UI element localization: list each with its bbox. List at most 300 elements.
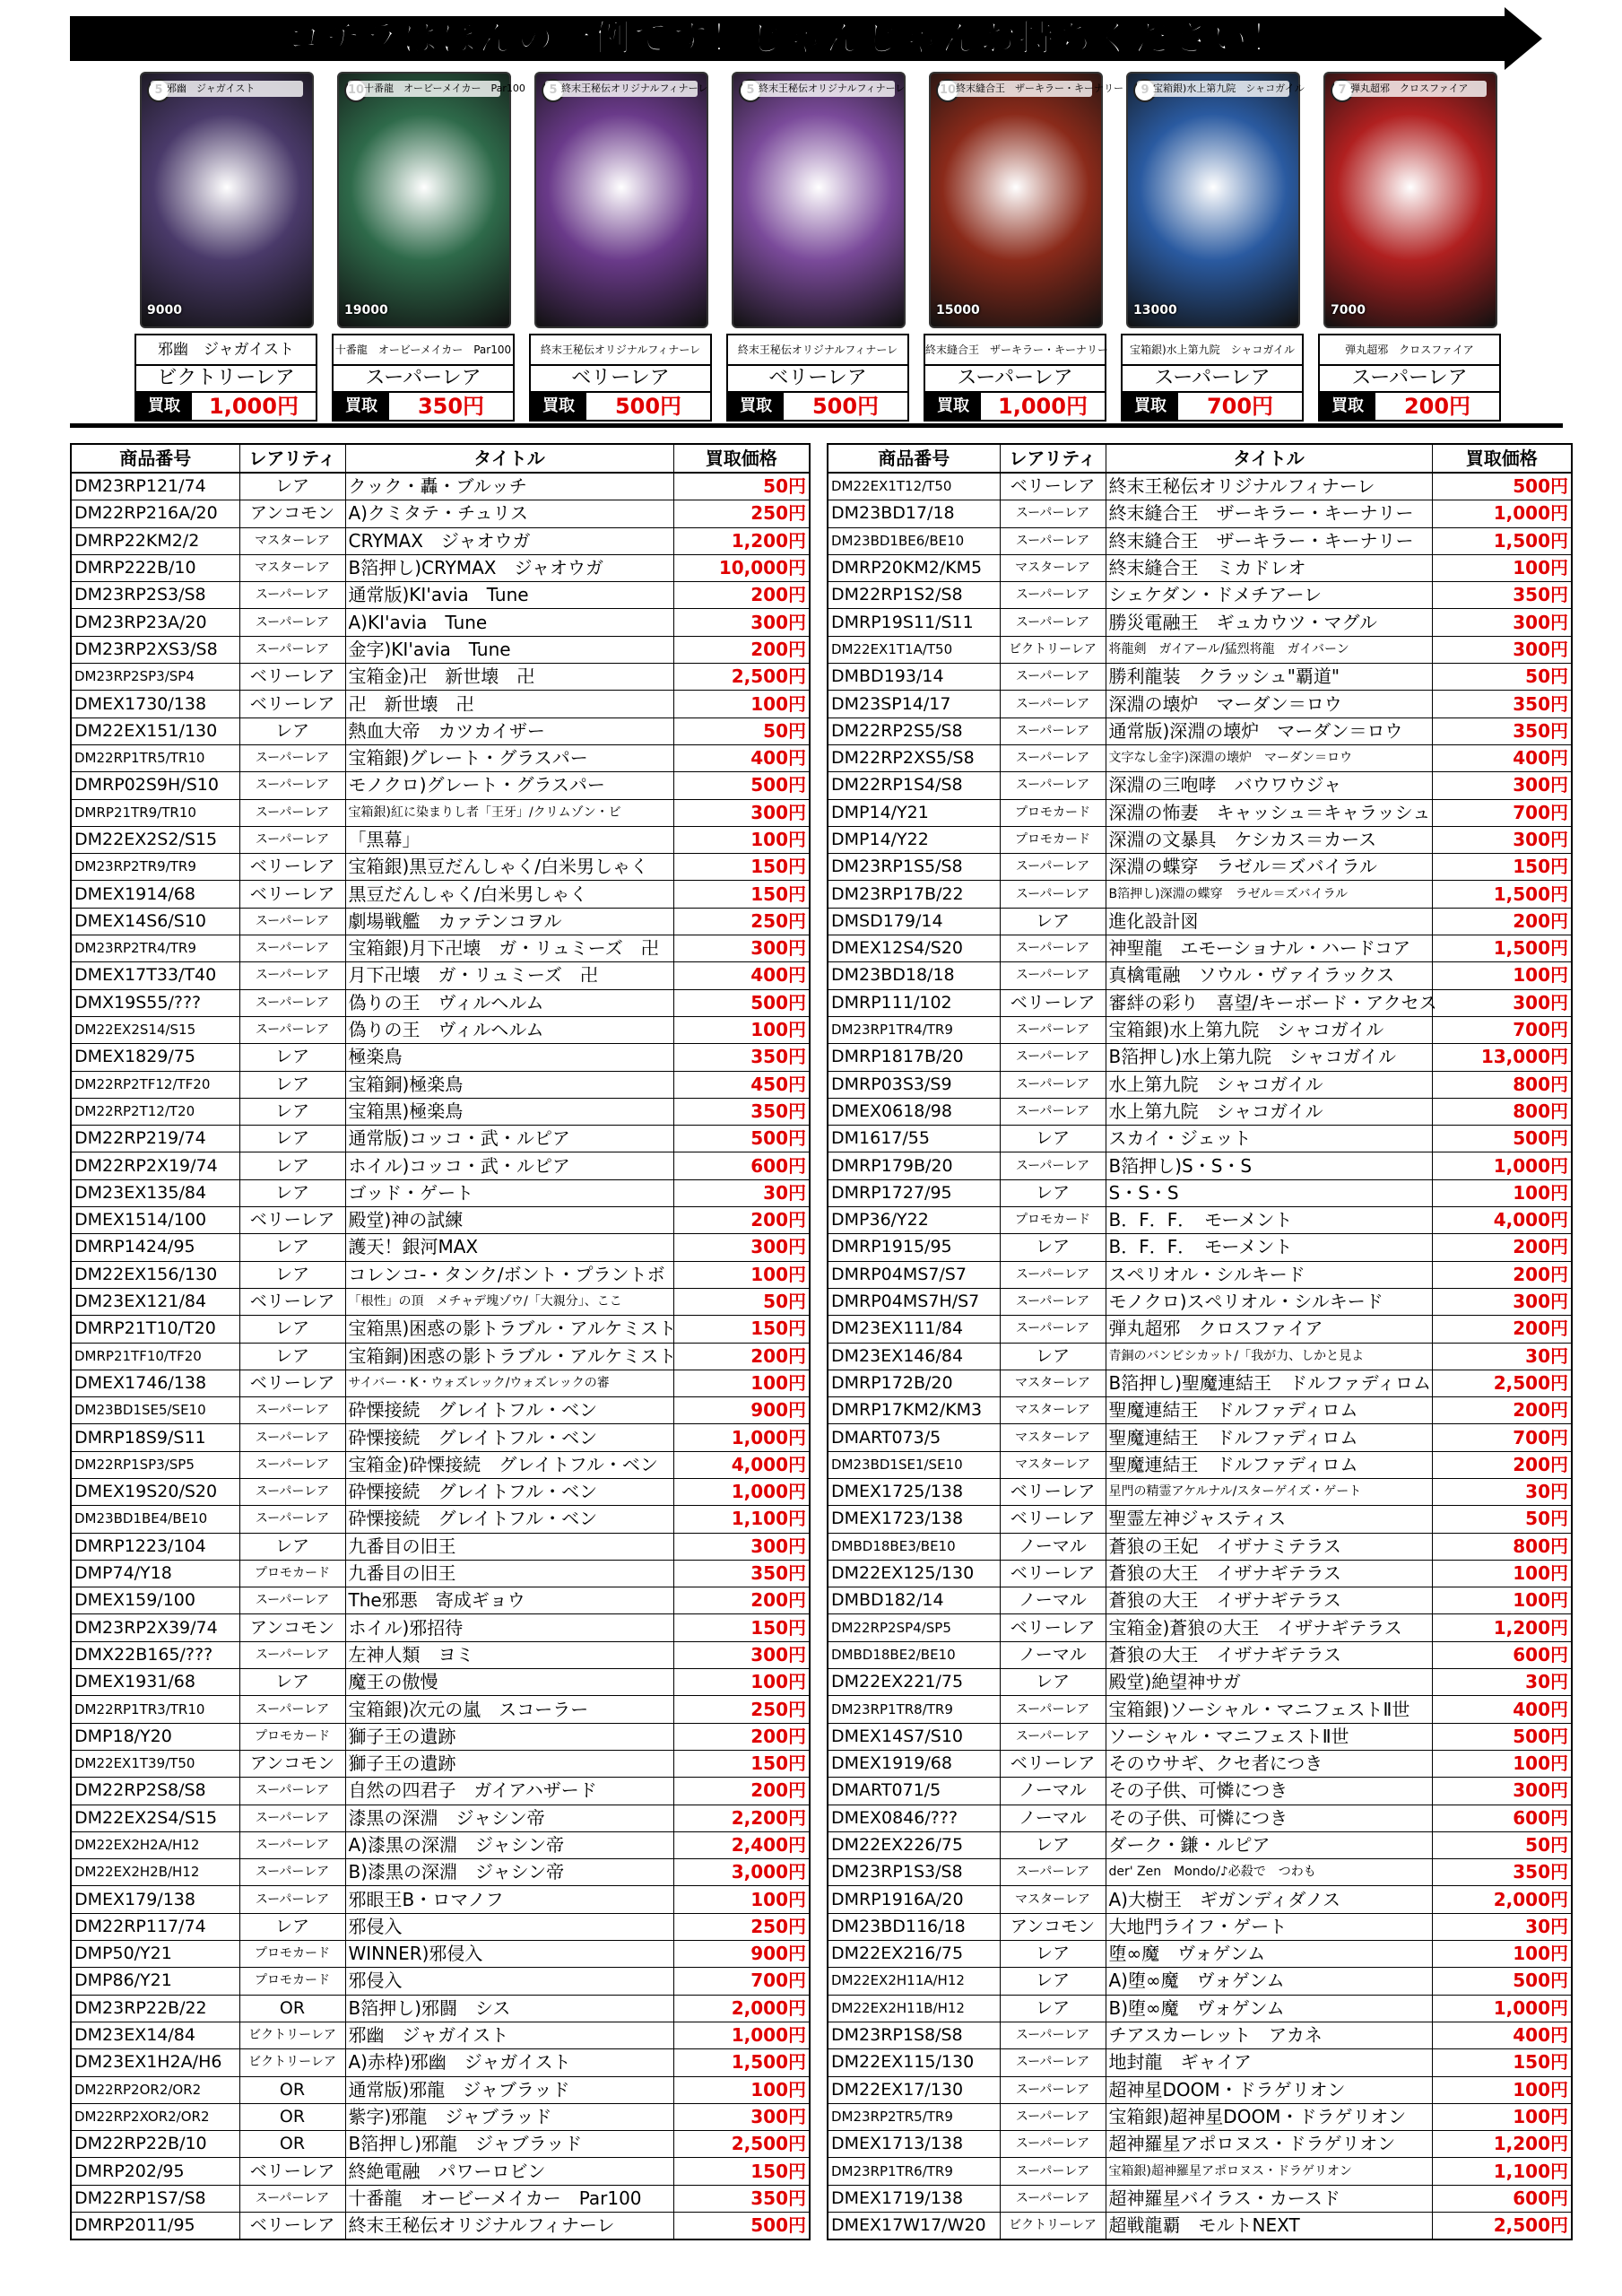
card-title: B．F．F． モーメント bbox=[1106, 1234, 1432, 1261]
buy-price: 100円 bbox=[673, 1669, 810, 1696]
card-rarity: スーパーレア bbox=[1000, 1098, 1106, 1125]
card-rarity: スーパーレア bbox=[1000, 691, 1106, 718]
card-rarity: ノーマル bbox=[1000, 1778, 1106, 1805]
buy-price: 500円 bbox=[1432, 473, 1572, 500]
table-row bbox=[71, 1397, 810, 1424]
card-title: 深淵の壊炉 マーダン＝ロウ bbox=[1106, 691, 1432, 718]
card-rarity: レア bbox=[1000, 1831, 1106, 1858]
buy-price: 50円 bbox=[1432, 1831, 1572, 1858]
card-code: DM22EX2H2B/H12 bbox=[71, 1859, 239, 1886]
card-rarity: スーパーレア bbox=[1000, 500, 1106, 527]
card-code: DM23BD17/18 bbox=[828, 500, 1000, 527]
card-title: 通常版)邪龍 ジャブラッド bbox=[345, 2076, 673, 2103]
card-rarity: スーパーレア bbox=[1000, 744, 1106, 771]
card-rarity: レア bbox=[239, 1343, 345, 1370]
card-name-bar: 邪幽 ジャガイスト bbox=[151, 81, 303, 97]
card-code: DMEX1723/138 bbox=[828, 1506, 1000, 1533]
table-row bbox=[71, 1152, 810, 1179]
card-code: DM23BD1BE6/BE10 bbox=[828, 527, 1000, 554]
card-rarity: OR bbox=[239, 2131, 345, 2158]
card-code: DMRP1424/95 bbox=[71, 1234, 239, 1261]
card-rarity: スーパーレア bbox=[1000, 527, 1106, 554]
table-row bbox=[71, 799, 810, 826]
card-title: 魔王の傲慢 bbox=[345, 1669, 673, 1696]
table-row bbox=[828, 908, 1572, 935]
card-code: DMP14/Y22 bbox=[828, 826, 1000, 853]
card-rarity: ビクトリーレア bbox=[239, 2022, 345, 2048]
card-rarity: ビクトリーレア bbox=[1000, 636, 1106, 663]
table-row bbox=[828, 500, 1572, 527]
buy-price: 100円 bbox=[673, 1886, 810, 1913]
card-title: 蒼狼の大王 イザナギテラス bbox=[1106, 1560, 1432, 1587]
card-code: DMART073/5 bbox=[828, 1424, 1000, 1451]
buy-price: 600円 bbox=[1432, 1805, 1572, 1831]
table-row bbox=[71, 1778, 810, 1805]
card-rarity: スーパーレア bbox=[1000, 1261, 1106, 1288]
card-code: DM23EX146/84 bbox=[828, 1343, 1000, 1370]
card-title: ホイル)邪招待 bbox=[345, 1614, 673, 1641]
card-code: DMSD179/14 bbox=[828, 908, 1000, 935]
buy-price: 4,000円 bbox=[673, 1451, 810, 1478]
buy-price: 1,000円 bbox=[673, 1424, 810, 1451]
card-code: DMRP1915/95 bbox=[828, 1234, 1000, 1261]
card-title: 神聖龍 エモーショナル・ハードコア bbox=[1106, 935, 1432, 962]
table-row bbox=[828, 527, 1572, 554]
card-code: DM22RP216A/20 bbox=[71, 500, 239, 527]
card-rarity: スーパーレア bbox=[1000, 1044, 1106, 1071]
card-rarity: スーパーレア bbox=[1000, 2131, 1106, 2158]
header-title: タイトル bbox=[1106, 444, 1432, 473]
buy-price: 1,000円 bbox=[673, 1478, 810, 1505]
buy-price: 200円 bbox=[673, 1343, 810, 1370]
card-code: DMART071/5 bbox=[828, 1778, 1000, 1805]
card-rarity: スーパーレア bbox=[239, 962, 345, 989]
card-title: 宝箱銀)月下卍壊 ガ・リュミーズ 卍 bbox=[345, 935, 673, 962]
card-rarity: スーパーレア bbox=[239, 935, 345, 962]
card-rarity: アンコモン bbox=[239, 1750, 345, 1777]
card-title: B箔押し)邪闘 シス bbox=[345, 1995, 673, 2022]
card-rarity: レア bbox=[239, 1316, 345, 1343]
table-row bbox=[71, 1560, 810, 1587]
card-price-label bbox=[726, 334, 909, 422]
card-code: DMEX14S7/S10 bbox=[828, 1723, 1000, 1750]
card-rarity: スーパーレア bbox=[239, 1397, 345, 1424]
buy-price: 100円 bbox=[1432, 1750, 1572, 1777]
card-name-bar: 終末縫合王 ザーキラー・キーナリー bbox=[940, 81, 1092, 97]
card-code: DMRP20KM2/KM5 bbox=[828, 554, 1000, 581]
card-code: DM22EX226/75 bbox=[828, 1831, 1000, 1858]
buy-price: 1,200円 bbox=[1432, 1614, 1572, 1641]
buy-price: 2,500円 bbox=[673, 2131, 810, 2158]
buy-price: 1,100円 bbox=[1432, 2158, 1572, 2185]
card-title: 邪幽 ジャガイスト bbox=[345, 2022, 673, 2048]
card-code: DM22RP1S4/S8 bbox=[828, 772, 1000, 799]
card-label-rarity: ベリーレア bbox=[728, 366, 907, 393]
card-rarity: ベリーレア bbox=[1000, 1478, 1106, 1505]
card-title: 蒼狼の大王 イザナギテラス bbox=[1106, 1641, 1432, 1668]
card-name-bar: 終末王秘伝オリジナルフィナーレ bbox=[545, 81, 698, 97]
card-title: ダーク・鎌・ルピア bbox=[1106, 1831, 1432, 1858]
card-rarity: ノーマル bbox=[1000, 1587, 1106, 1614]
buy-price: 200円 bbox=[673, 636, 810, 663]
card-label-rarity: スーパーレア bbox=[334, 366, 513, 393]
table-row bbox=[71, 2022, 810, 2048]
table-row bbox=[828, 1560, 1572, 1587]
card-code: DM22RP2XOR2/OR2 bbox=[71, 2103, 239, 2130]
table-row bbox=[71, 1941, 810, 1968]
card-title: 護天！銀河MAX bbox=[345, 1234, 673, 1261]
table-row bbox=[828, 1343, 1572, 1370]
card-title: 深淵の文暴具 ケシカス＝カース bbox=[1106, 826, 1432, 853]
card-code: DM23RP2TR4/TR9 bbox=[71, 935, 239, 962]
buy-price: 350円 bbox=[1432, 582, 1572, 609]
buy-price: 300円 bbox=[673, 1234, 810, 1261]
table-row bbox=[828, 664, 1572, 691]
buy-price: 500円 bbox=[1432, 1126, 1572, 1152]
card-code: DM23RP2SP3/SP4 bbox=[71, 664, 239, 691]
buy-price: 1,000円 bbox=[1432, 1995, 1572, 2022]
card-title: 宝箱金)卍 新世壊 卍 bbox=[345, 664, 673, 691]
card-title: 終末縫合王 ザーキラー・キーナリー bbox=[1106, 527, 1432, 554]
table-row bbox=[71, 1805, 810, 1831]
buy-price: 50円 bbox=[673, 473, 810, 500]
card-code: DMRP1727/95 bbox=[828, 1179, 1000, 1206]
table-row bbox=[71, 2103, 810, 2130]
card-code: DM23SP14/17 bbox=[828, 691, 1000, 718]
card-code: DM23RP2TR9/TR9 bbox=[71, 854, 239, 881]
card-rarity: スーパーレア bbox=[1000, 2185, 1106, 2212]
header-price: 買取価格 bbox=[673, 444, 810, 473]
card-code: DMX19S55/??? bbox=[71, 989, 239, 1016]
card-code: DM22RP2T12/T20 bbox=[71, 1098, 239, 1125]
buy-price: 100円 bbox=[673, 1016, 810, 1043]
table-row bbox=[828, 1723, 1572, 1750]
buy-price: 100円 bbox=[673, 691, 810, 718]
buy-price: 500円 bbox=[673, 2213, 810, 2240]
buy-price: 50円 bbox=[1432, 1506, 1572, 1533]
buy-price: 300円 bbox=[673, 935, 810, 962]
card-image bbox=[534, 72, 708, 328]
card-code: DM23BD18/18 bbox=[828, 962, 1000, 989]
buy-price: 300円 bbox=[1432, 1288, 1572, 1315]
header-rarity: レアリティ bbox=[239, 444, 345, 473]
card-code: DMRP1916A/20 bbox=[828, 1886, 1000, 1913]
card-label-rarity: スーパーレア bbox=[1123, 366, 1302, 393]
card-title: S・S・S bbox=[1106, 1179, 1432, 1206]
card-rarity: OR bbox=[239, 2076, 345, 2103]
buy-tag: 買取 bbox=[1123, 393, 1178, 420]
card-rarity: スーパーレア bbox=[1000, 1723, 1106, 1750]
card-title: 九番目の旧王 bbox=[345, 1560, 673, 1587]
card-code: DMEX1914/68 bbox=[71, 881, 239, 908]
card-rarity: スーパーレア bbox=[239, 826, 345, 853]
card-code: DM22RP2SP4/SP5 bbox=[828, 1614, 1000, 1641]
card-code: DM22RP219/74 bbox=[71, 1126, 239, 1152]
table-row bbox=[71, 1126, 810, 1152]
card-price: 500円 bbox=[811, 394, 880, 419]
card-code: DMP36/Y22 bbox=[828, 1207, 1000, 1234]
card-label-price-row bbox=[925, 393, 1105, 420]
card-code: DM22EX2S2/S15 bbox=[71, 826, 239, 853]
table-row bbox=[71, 1316, 810, 1343]
table-row bbox=[828, 1669, 1572, 1696]
card-code: DMRP1223/104 bbox=[71, 1533, 239, 1560]
buy-price: 100円 bbox=[673, 826, 810, 853]
buy-price: 700円 bbox=[1432, 1424, 1572, 1451]
card-rarity: スーパーレア bbox=[239, 989, 345, 1016]
table-row bbox=[71, 744, 810, 771]
card-label-price-row bbox=[1320, 393, 1499, 420]
table-row bbox=[828, 554, 1572, 581]
card-code: DM23RP17B/22 bbox=[828, 881, 1000, 908]
card-code: DMRP02S9H/S10 bbox=[71, 772, 239, 799]
card-rarity: スーパーレア bbox=[239, 1587, 345, 1614]
card-rarity: スーパーレア bbox=[239, 1016, 345, 1043]
card-title: 青銅のバンビシカット/「我が力、しかと見よ bbox=[1106, 1343, 1432, 1370]
card-label-price-row bbox=[136, 393, 316, 420]
card-rarity: マスターレア bbox=[1000, 1886, 1106, 1913]
card-code: DM23BD1SE1/SE10 bbox=[828, 1451, 1000, 1478]
card-rarity: プロモカード bbox=[1000, 799, 1106, 826]
card-title: 進化設計図 bbox=[1106, 908, 1432, 935]
card-rarity: レア bbox=[239, 1126, 345, 1152]
card-code: DM23RP121/74 bbox=[71, 473, 239, 500]
table-row bbox=[828, 1696, 1572, 1723]
card-code: DM22RP2X19/74 bbox=[71, 1152, 239, 1179]
card-title: コレンコ-・タンク/ボント・プラントボ bbox=[345, 1261, 673, 1288]
table-row bbox=[828, 1859, 1572, 1886]
card-code: DM22RP117/74 bbox=[71, 1913, 239, 1940]
buy-price: 100円 bbox=[673, 1370, 810, 1396]
table-row bbox=[71, 1723, 810, 1750]
card-code: DMP74/Y18 bbox=[71, 1560, 239, 1587]
card-title: 深淵の蝶穿 ラゼル＝ズバイラル bbox=[1106, 854, 1432, 881]
buy-price: 400円 bbox=[1432, 2022, 1572, 2048]
card-price: 700円 bbox=[1206, 394, 1274, 419]
buy-price: 300円 bbox=[1432, 609, 1572, 636]
buy-price: 700円 bbox=[673, 1968, 810, 1995]
card-code: DMEX1514/100 bbox=[71, 1207, 239, 1234]
card-rarity: スーパーレア bbox=[239, 609, 345, 636]
card-code: DM22RP2XS5/S8 bbox=[828, 744, 1000, 771]
card-code: DMBD182/14 bbox=[828, 1587, 1000, 1614]
buy-tag: 買取 bbox=[531, 393, 586, 420]
table-row bbox=[828, 962, 1572, 989]
card-rarity: スーパーレア bbox=[239, 1696, 345, 1723]
card-code: DM22RP1TR3/TR10 bbox=[71, 1696, 239, 1723]
card-image bbox=[1323, 72, 1497, 328]
buy-price: 300円 bbox=[673, 1641, 810, 1668]
buy-price: 150円 bbox=[673, 2158, 810, 2185]
buy-price: 400円 bbox=[1432, 1696, 1572, 1723]
card-rarity: スーパーレア bbox=[239, 2185, 345, 2212]
card-code: DMRP04MS7H/S7 bbox=[828, 1288, 1000, 1315]
buy-price: 1,500円 bbox=[1432, 881, 1572, 908]
buy-price: 250円 bbox=[673, 1696, 810, 1723]
card-code: DM22EX156/130 bbox=[71, 1261, 239, 1288]
table-row bbox=[828, 2158, 1572, 2185]
buy-price: 30円 bbox=[1432, 1343, 1572, 1370]
table-row bbox=[828, 1941, 1572, 1968]
card-title: A)クミタテ・チュリス bbox=[345, 500, 673, 527]
table-row bbox=[828, 1126, 1572, 1152]
card-code: DMRP22KM2/2 bbox=[71, 527, 239, 554]
card-rarity: スーパーレア bbox=[1000, 1071, 1106, 1098]
buy-price: 10,000円 bbox=[673, 554, 810, 581]
buy-price: 300円 bbox=[673, 1533, 810, 1560]
buy-price: 200円 bbox=[1432, 1397, 1572, 1424]
table-row bbox=[71, 1995, 810, 2022]
card-rarity: アンコモン bbox=[1000, 1913, 1106, 1940]
card-title: ソーシャル・マニフェストⅡ世 bbox=[1106, 1723, 1432, 1750]
card-name-bar: 終末王秘伝オリジナルフィナーレ bbox=[742, 81, 895, 97]
card-rarity: OR bbox=[239, 1995, 345, 2022]
card-rarity: プロモカード bbox=[239, 1723, 345, 1750]
card-code: DM23RP1S5/S8 bbox=[828, 854, 1000, 881]
table-row bbox=[71, 1886, 810, 1913]
table-row bbox=[71, 935, 810, 962]
card-code: DM23EX14/84 bbox=[71, 2022, 239, 2048]
table-row bbox=[828, 1098, 1572, 1125]
buy-price: 1,500円 bbox=[673, 2049, 810, 2076]
card-code: DMRP17KM2/KM3 bbox=[828, 1397, 1000, 1424]
card-name-bar: 十番龍 オービーメイカー Par100 bbox=[348, 81, 500, 97]
card-title: B)堕∞魔 ヴォゲンム bbox=[1106, 1995, 1432, 2022]
header-title: タイトル bbox=[345, 444, 673, 473]
card-code: DM23RP2X39/74 bbox=[71, 1614, 239, 1641]
card-rarity: スーパーレア bbox=[1000, 772, 1106, 799]
card-price: 500円 bbox=[614, 394, 682, 419]
card-rarity: ベリーレア bbox=[239, 1370, 345, 1396]
table-row bbox=[71, 2049, 810, 2076]
card-code: DM23RP1S8/S8 bbox=[828, 2022, 1000, 2048]
card-title: 弾丸超邪 クロスファイア bbox=[1106, 1316, 1432, 1343]
table-row bbox=[828, 1179, 1572, 1206]
card-title: 蒼狼の王妃 イザナミテラス bbox=[1106, 1533, 1432, 1560]
card-label-price-row bbox=[531, 393, 710, 420]
header-row bbox=[71, 444, 810, 473]
divider bbox=[70, 423, 1563, 428]
table-row bbox=[828, 1995, 1572, 2022]
card-code: DMRP03S3/S9 bbox=[828, 1071, 1000, 1098]
buy-price: 100円 bbox=[673, 1261, 810, 1288]
card-title: 審絆の彩り 喜望/キーボード・アクセス bbox=[1106, 989, 1432, 1016]
card-title: B箔押し)CRYMAX ジャオウガ bbox=[345, 554, 673, 581]
table-row bbox=[828, 1913, 1572, 1940]
buy-price: 200円 bbox=[673, 1587, 810, 1614]
card-rarity: プロモカード bbox=[1000, 826, 1106, 853]
table-row bbox=[71, 1179, 810, 1206]
table-row bbox=[71, 1451, 810, 1478]
card-code: DM22RP1SP3/SP5 bbox=[71, 1451, 239, 1478]
table-row bbox=[828, 718, 1572, 744]
table-row bbox=[71, 500, 810, 527]
card-code: DM22RP1S7/S8 bbox=[71, 2185, 239, 2212]
buy-price: 150円 bbox=[673, 854, 810, 881]
card-rarity: ビクトリーレア bbox=[1000, 2213, 1106, 2240]
card-rarity: プロモカード bbox=[1000, 1207, 1106, 1234]
table-row bbox=[71, 636, 810, 663]
buy-price: 300円 bbox=[673, 799, 810, 826]
card-code: DMEX1725/138 bbox=[828, 1478, 1000, 1505]
table-row bbox=[71, 718, 810, 744]
card-title: A)大樹王 ギガンディダノス bbox=[1106, 1886, 1432, 1913]
table-row bbox=[71, 2131, 810, 2158]
table-row bbox=[71, 1750, 810, 1777]
header-price: 買取価格 bbox=[1432, 444, 1572, 473]
card-code: DMRP21TF10/TF20 bbox=[71, 1343, 239, 1370]
table-row bbox=[828, 636, 1572, 663]
buy-price: 300円 bbox=[1432, 1778, 1572, 1805]
buy-price: 1,000円 bbox=[1432, 1152, 1572, 1179]
card-image bbox=[929, 72, 1123, 328]
table-row bbox=[828, 1288, 1572, 1315]
table-row bbox=[71, 1669, 810, 1696]
buy-price: 250円 bbox=[673, 908, 810, 935]
buy-price: 100円 bbox=[673, 2076, 810, 2103]
card-rarity: スーパーレア bbox=[239, 908, 345, 935]
card-rarity: ベリーレア bbox=[239, 854, 345, 881]
card-code: DM22RP2S8/S8 bbox=[71, 1778, 239, 1805]
buy-price: 1,000円 bbox=[673, 2022, 810, 2048]
buy-price: 400円 bbox=[1432, 744, 1572, 771]
card-code: DM22EX1T39/T50 bbox=[71, 1750, 239, 1777]
card-rarity: スーパーレア bbox=[239, 1506, 345, 1533]
card-title: 宝箱銀)超神羅星アポロヌス・ドラゲリオン bbox=[1106, 2158, 1432, 2185]
card-rarity: ベリーレア bbox=[239, 691, 345, 718]
card-title: 宝箱黒)困惑の影トラブル・アルケミスト bbox=[345, 1316, 673, 1343]
card-rarity: スーパーレア bbox=[1000, 1316, 1106, 1343]
card-title: 文字なし金字)深淵の壊炉 マーダン＝ロウ bbox=[1106, 744, 1432, 771]
buy-price: 150円 bbox=[673, 881, 810, 908]
card-rarity: レア bbox=[1000, 1179, 1106, 1206]
card-title: 劇場戦艦 カァテンコヲル bbox=[345, 908, 673, 935]
card-label-name: 終末王秘伝オリジナルフィナーレ bbox=[531, 335, 710, 366]
table-row bbox=[828, 1071, 1572, 1098]
card-rarity: レア bbox=[239, 1533, 345, 1560]
card-code: DMEX0618/98 bbox=[828, 1098, 1000, 1125]
card-code: DM22RP2OR2/OR2 bbox=[71, 2076, 239, 2103]
buy-price: 800円 bbox=[1432, 1533, 1572, 1560]
buy-price: 500円 bbox=[673, 772, 810, 799]
buy-price: 700円 bbox=[1432, 799, 1572, 826]
card-rarity: スーパーレア bbox=[1000, 2158, 1106, 2185]
card-rarity: レア bbox=[239, 473, 345, 500]
buy-price: 30円 bbox=[1432, 1913, 1572, 1940]
card-rarity: ビクトリーレア bbox=[239, 2049, 345, 2076]
card-title: 十番龍 オービーメイカー Par100 bbox=[345, 2185, 673, 2212]
card-code: DM23BD1BE4/BE10 bbox=[71, 1506, 239, 1533]
buy-price: 900円 bbox=[673, 1397, 810, 1424]
card-title: 漆黒の深淵 ジャシン帝 bbox=[345, 1805, 673, 1831]
card-title: モノクロ)グレート・グラスパー bbox=[345, 772, 673, 799]
card-code: DMEX179/138 bbox=[71, 1886, 239, 1913]
card-title: 獅子王の遺跡 bbox=[345, 1750, 673, 1777]
table-row bbox=[71, 1288, 810, 1315]
buy-price: 250円 bbox=[673, 500, 810, 527]
buy-list-right bbox=[827, 443, 1573, 2240]
card-title: そのウサギ、クセ者につき bbox=[1106, 1750, 1432, 1777]
buy-price: 350円 bbox=[673, 1098, 810, 1125]
card-rarity: スーパーレア bbox=[239, 1778, 345, 1805]
table-row bbox=[71, 881, 810, 908]
card-code: DMP86/Y21 bbox=[71, 1968, 239, 1995]
card-code: DMRP19S11/S11 bbox=[828, 609, 1000, 636]
header-rarity: レアリティ bbox=[1000, 444, 1106, 473]
card-code: DMRP21T10/T20 bbox=[71, 1316, 239, 1343]
card-title: 聖魔連結王 ドルファディロム bbox=[1106, 1397, 1432, 1424]
card-rarity: レア bbox=[1000, 1126, 1106, 1152]
